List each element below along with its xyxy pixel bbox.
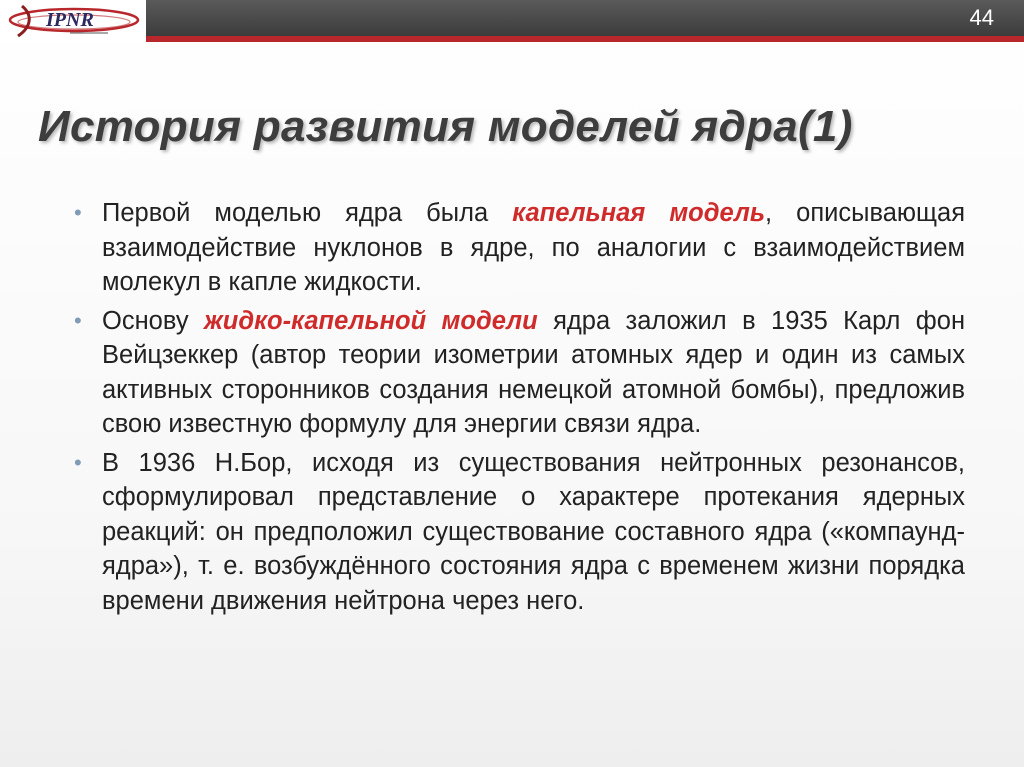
- ipnr-logo-icon: [4, 2, 144, 40]
- header-bar: [146, 0, 1024, 36]
- header-accent-stripe: [146, 36, 1024, 42]
- bullet-dot-icon: •: [74, 200, 82, 225]
- bullet-dot-icon: •: [74, 307, 82, 333]
- bullet-dot-icon: •: [74, 449, 82, 475]
- bullet-2-emphasis: жидко-капельной модели: [204, 306, 538, 335]
- page-number: 44: [969, 5, 994, 30]
- bullet-item-2: [72, 304, 965, 442]
- bullet-item-3: [72, 446, 965, 619]
- bullet-1-text-start: Первой моделью ядра была: [102, 199, 513, 227]
- bullet-1-text-end: , описывающая взаимодействие нуклонов в ядре, по аналогии с взаимодействием молекул в капле жидкости.: [102, 199, 965, 296]
- bullet-1-emphasis: капельная модель: [512, 199, 766, 227]
- bullet-2-text-end: ядра заложил в 1935 Карл фон Вейцзеккер (автор теории изометрии атомных ядер и один из самых активных сторонников создания немецкой атомной бомбы), предложив свою известную формулу для энергии связи ядра.: [102, 306, 966, 438]
- bullet-item-1: [72, 196, 965, 300]
- bullet-list: [72, 196, 965, 622]
- bullet-2-text-start: Основу: [102, 306, 204, 335]
- logo: [0, 0, 146, 42]
- slide-title: История развития моделей ядра(1): [38, 102, 853, 151]
- logo-text: IPNR: [46, 9, 94, 31]
- bullet-3-text: В 1936 Н.Бор, исходя из существования нейтронных резонансов, сформулировал представление о характере протекания ядерных реакций: он предположил существование составного ядра («компаунд-ядра»), т. е. возбуждённого состояния ядра с временем жизни порядка времени движения нейтрона через него.: [102, 448, 965, 615]
